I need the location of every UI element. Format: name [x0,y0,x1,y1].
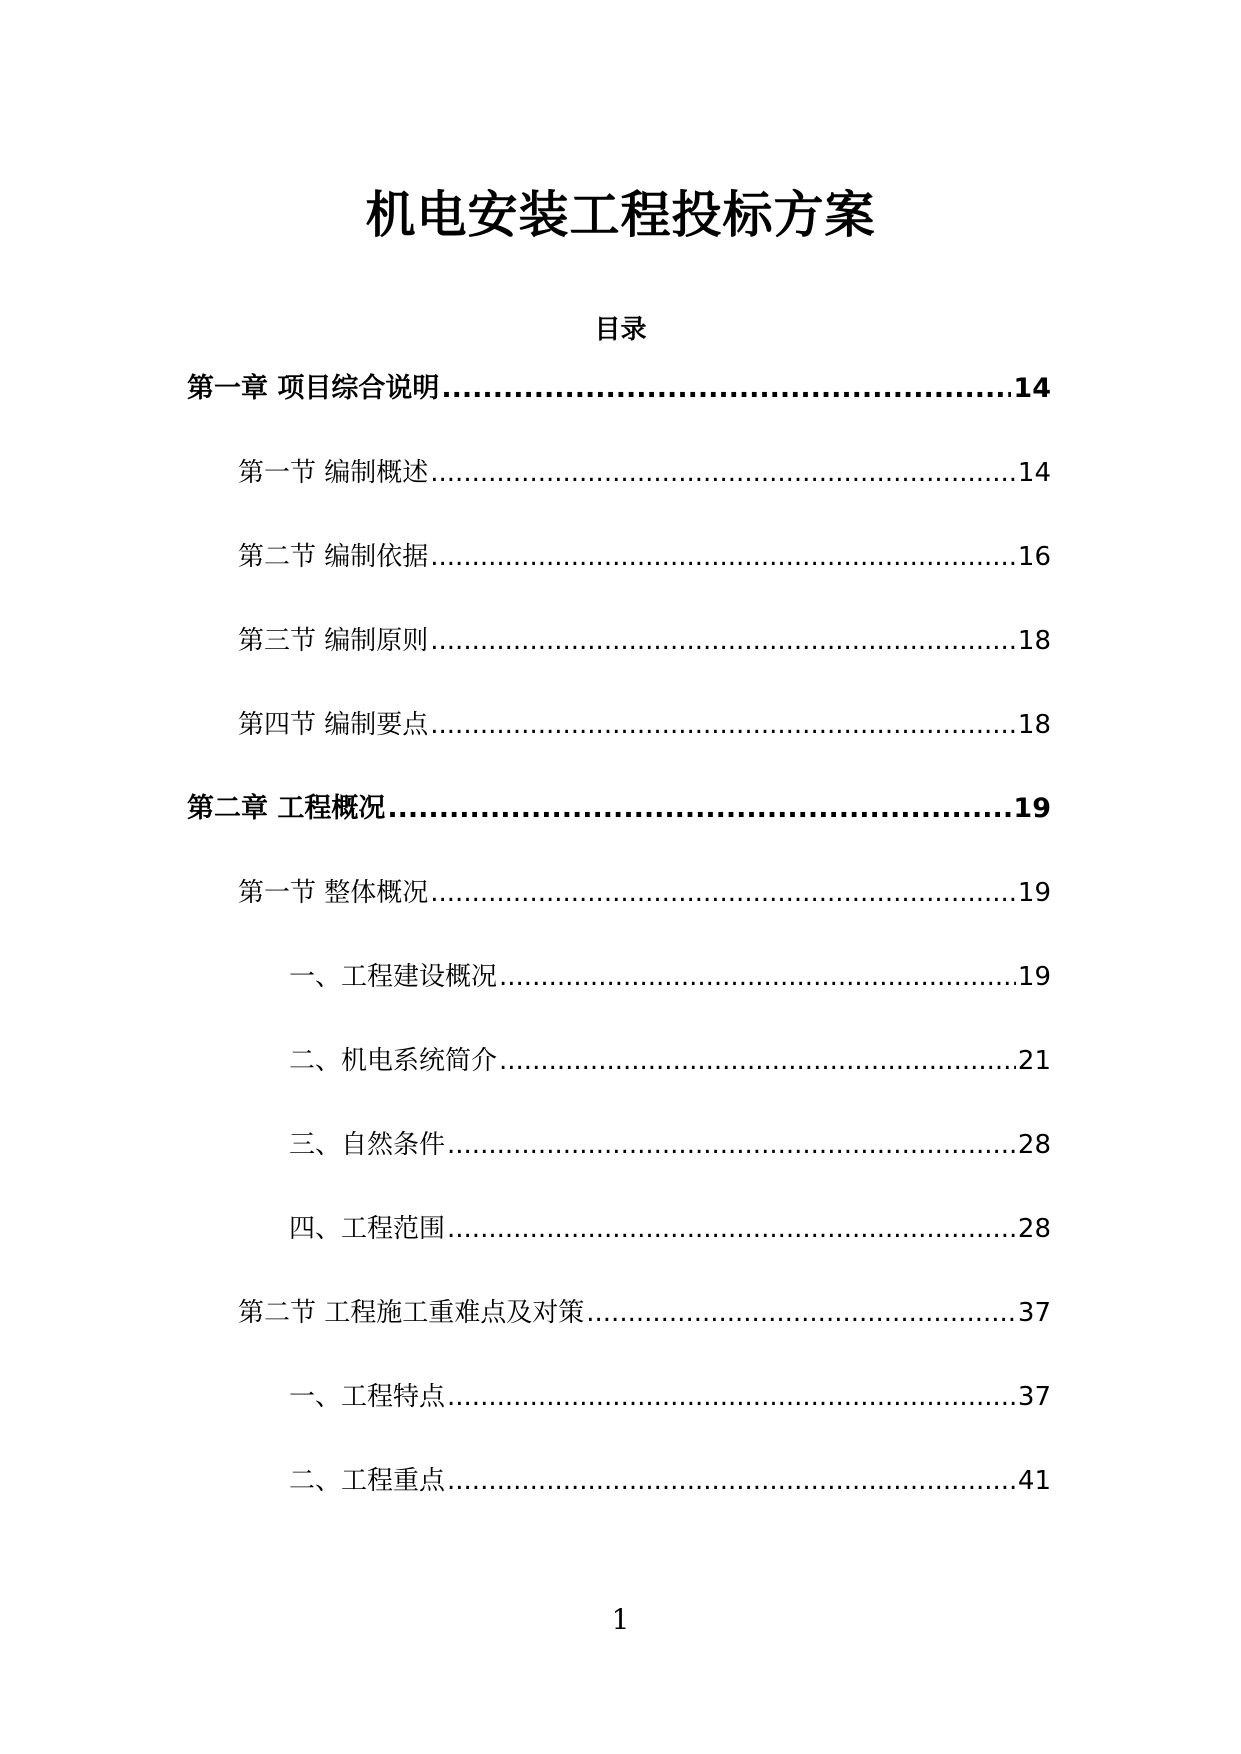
toc-dot-leader [447,1460,1016,1502]
toc-entry-title: 三、自然条件 [289,1130,446,1160]
toc-dot-leader [430,452,1016,494]
toc-entry-title: 一、工程建设概况 [289,962,498,992]
toc-entry-title: 二、机电系统简介 [289,1046,498,1076]
toc-entry-page: 37 [1017,1298,1051,1328]
toc-entry-chapter-2[interactable] [0,788,1241,872]
toc-entry-subsection[interactable] [0,956,1241,1040]
table-of-contents [0,368,1241,1544]
toc-entry-title: 第一节 整体概况 [238,878,429,908]
toc-entry-title: 一、工程特点 [289,1382,446,1412]
toc-entry-page: 28 [1017,1214,1051,1244]
toc-entry-section[interactable] [0,704,1241,788]
toc-entry-subsection[interactable] [0,1460,1241,1544]
toc-entry-page: 21 [1017,1046,1051,1076]
toc-entry-page: 14 [1013,373,1051,404]
toc-dot-leader [441,368,1011,410]
toc-dot-leader [447,1376,1016,1418]
toc-entry-page: 41 [1017,1466,1051,1496]
toc-entry-page: 37 [1017,1382,1051,1412]
toc-dot-leader [430,536,1016,578]
toc-entry-title: 四、工程范围 [289,1214,446,1244]
toc-dot-leader [499,1040,1016,1082]
toc-entry-subsection[interactable] [0,1208,1241,1292]
toc-entry-chapter-1[interactable] [0,368,1241,452]
toc-entry-subsection[interactable] [0,1124,1241,1208]
toc-heading: 目录 [594,315,647,345]
toc-entry-page: 19 [1017,878,1051,908]
toc-entry-page: 16 [1017,542,1051,572]
toc-entry-title: 第一章 项目综合说明 [187,373,440,404]
toc-dot-leader [447,1124,1016,1166]
toc-entry-title: 第二节 编制依据 [238,542,429,572]
toc-entry-page: 19 [1017,962,1051,992]
toc-dot-leader [499,956,1016,998]
toc-entry-title: 第二节 工程施工重难点及对策 [238,1298,585,1328]
toc-entry-section[interactable] [0,620,1241,704]
toc-entry-section[interactable] [0,452,1241,536]
toc-entry-title: 第四节 编制要点 [238,710,429,740]
toc-entry-page: 18 [1017,626,1051,656]
toc-entry-page: 14 [1017,458,1051,488]
toc-entry-section[interactable] [0,536,1241,620]
toc-dot-leader [447,1208,1016,1250]
toc-entry-title: 第三节 编制原则 [238,626,429,656]
toc-entry-subsection[interactable] [0,1040,1241,1124]
toc-entry-page: 19 [1013,793,1051,824]
toc-dot-leader [430,872,1016,914]
toc-dot-leader [430,704,1016,746]
page-number: 1 [611,1603,630,1636]
toc-entry-section[interactable] [0,872,1241,956]
toc-entry-title: 二、工程重点 [289,1466,446,1496]
toc-dot-leader [387,788,1011,830]
toc-entry-title: 第二章 工程概况 [187,793,386,824]
toc-dot-leader [586,1292,1016,1334]
toc-entry-title: 第一节 编制概述 [238,458,429,488]
toc-entry-page: 18 [1017,710,1051,740]
toc-entry-section[interactable] [0,1292,1241,1376]
toc-dot-leader [430,620,1016,662]
toc-entry-subsection[interactable] [0,1376,1241,1460]
toc-entry-page: 28 [1017,1130,1051,1160]
document-title: 机电安装工程投标方案 [365,186,876,244]
